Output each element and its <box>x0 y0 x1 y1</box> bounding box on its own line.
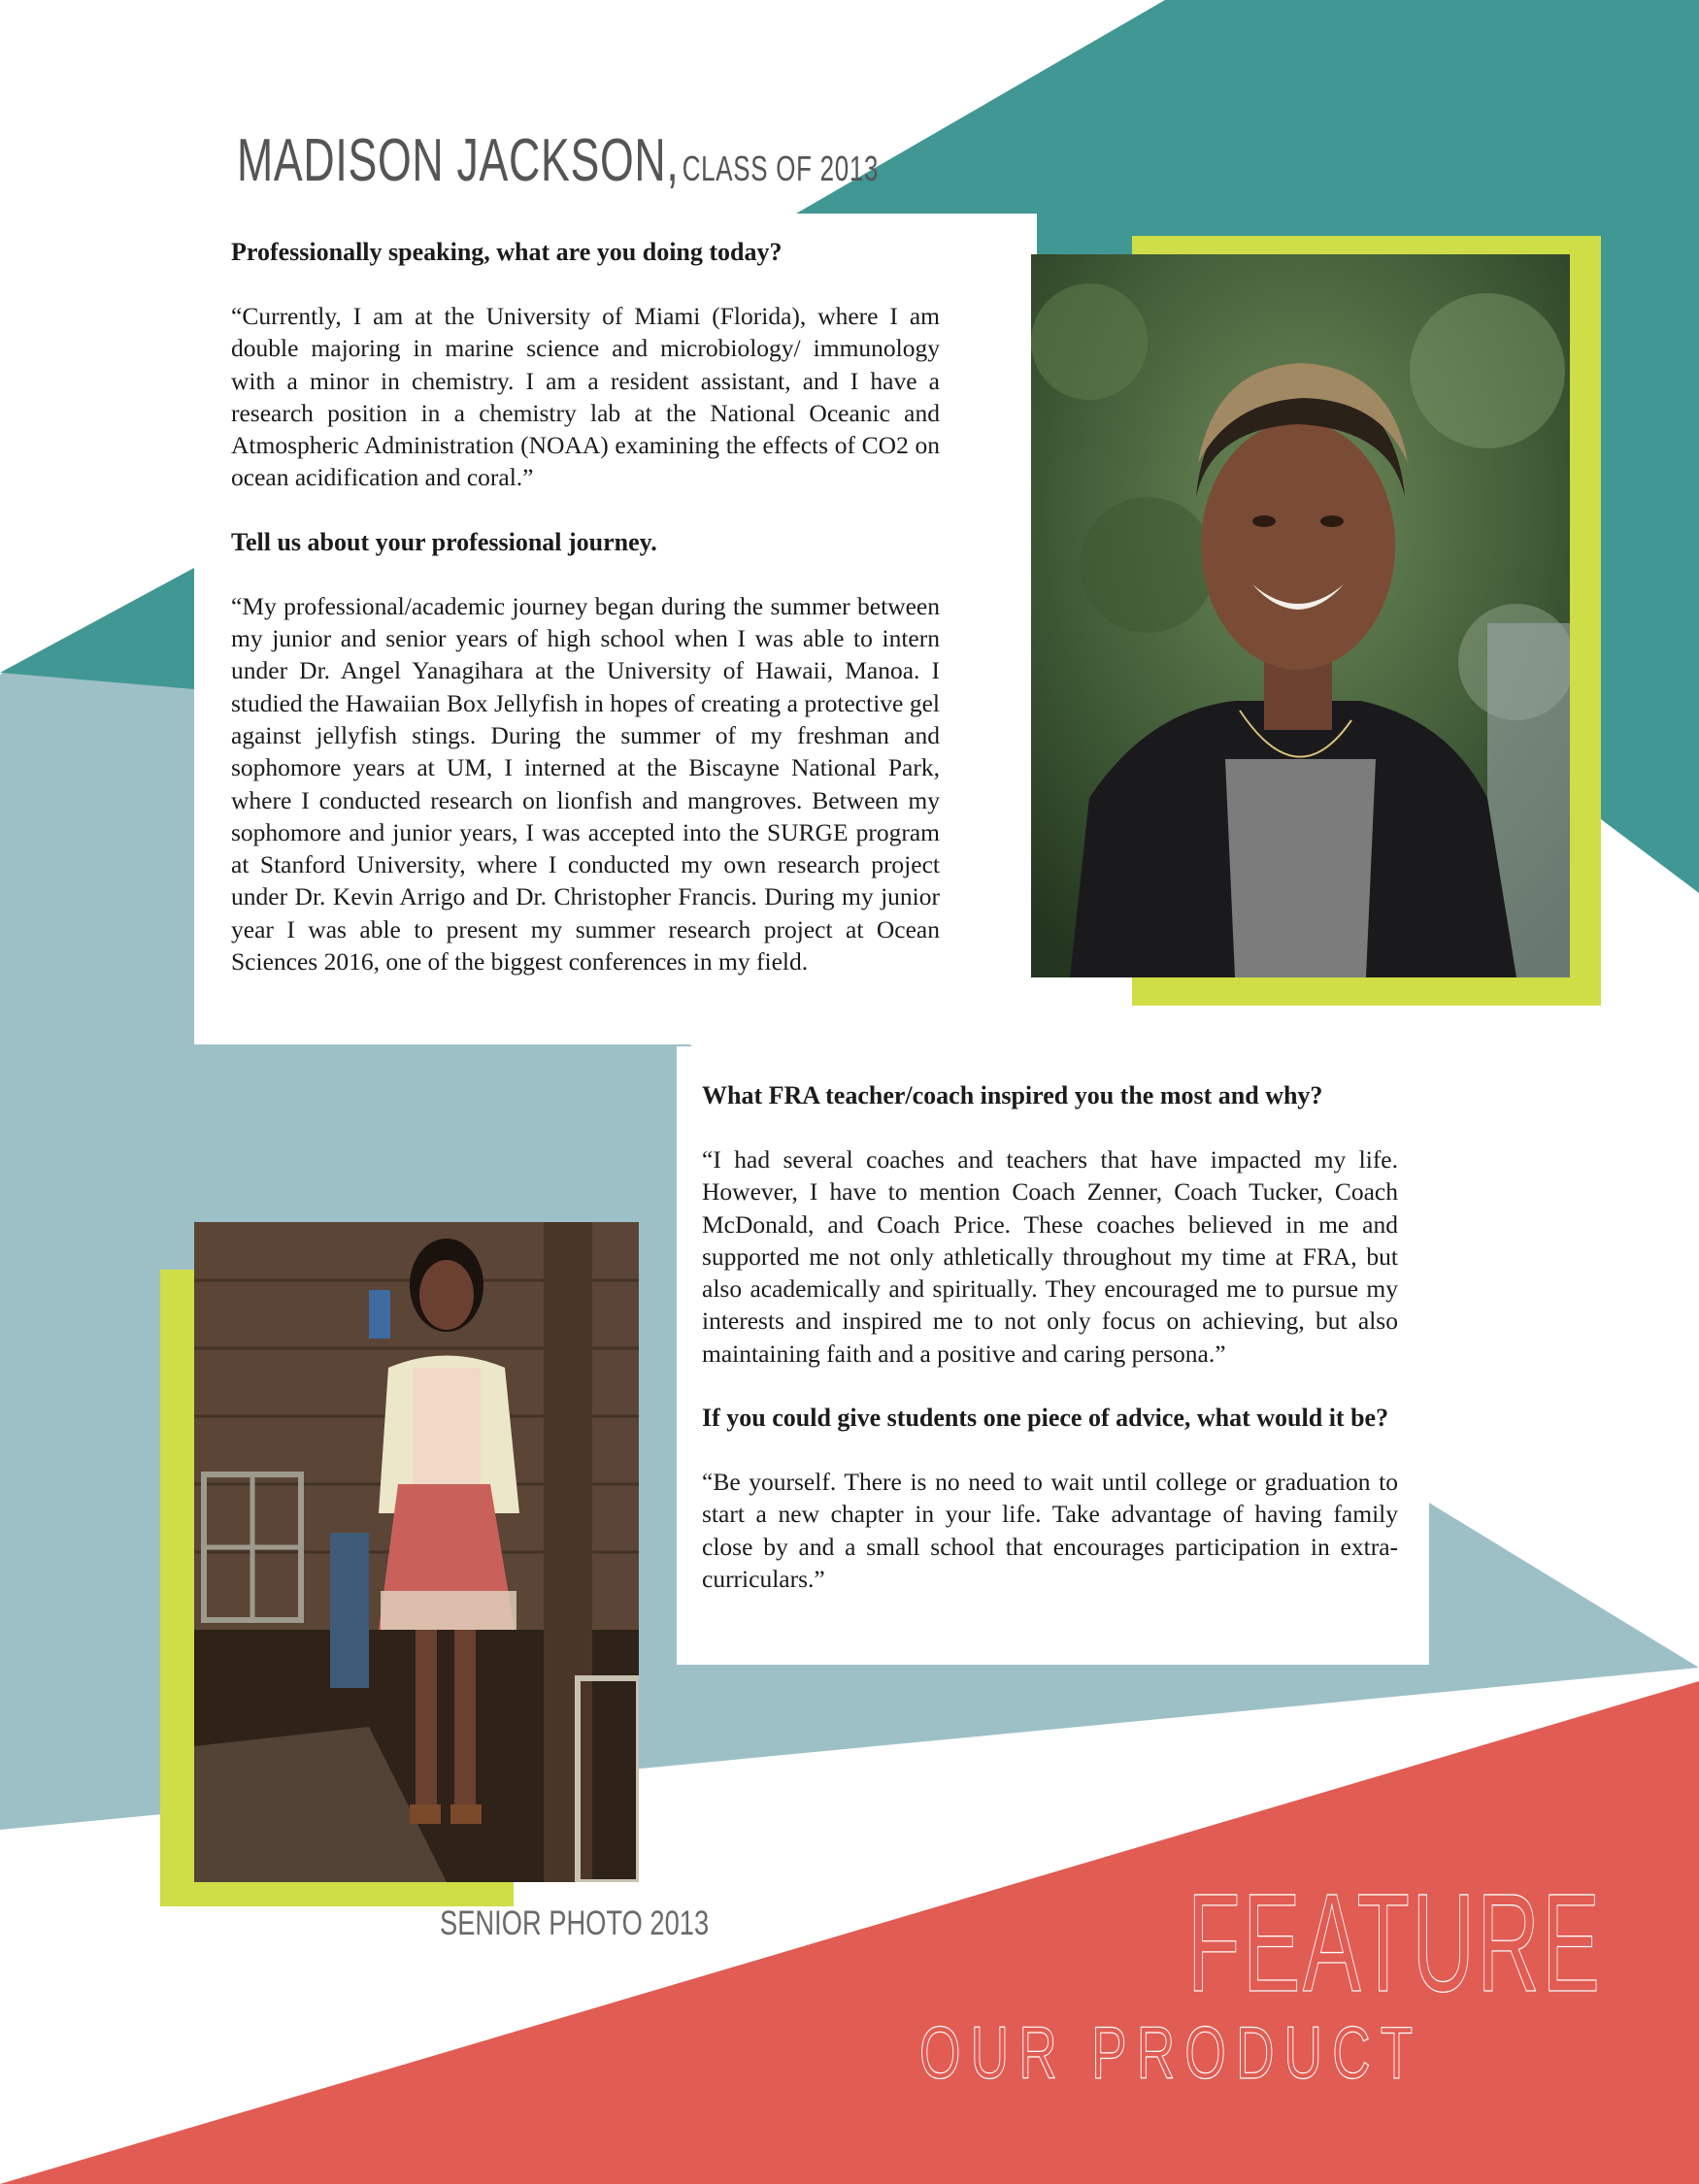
question-2: Tell us about your professional journey. <box>231 527 657 556</box>
product-subtitle: OUR PRODUCT <box>919 2012 1423 2095</box>
answer-3: “I had several coaches and teachers that have impacted my life. However, I have to mention Coach Zenner, Coach Tucker, Coach McDonald, and Coach Price. These coaches believed in me and supported me not only athletically throughout my time at FRA, but also academically and spiritually. They encouraged me to pursue my interests and inspired me to not only focus on achieving, but also maintaining faith and a positive and caring persona.” <box>702 1145 1398 1368</box>
qa-column-left <box>231 236 940 977</box>
text-panel-top-right-extension <box>979 214 1037 796</box>
page-title <box>237 126 879 195</box>
answer-1: “Currently, I am at the University of Miami (Florida), where I am double majoring in marine science and microbiology/ immunology with a minor in chemistry. I am a resident assistant, and I have a research position in a chemistry lab at the National Oceanic and Atmospheric Administration (NOAA) examining the effects of CO2 on ocean acidification and coral.” <box>231 302 940 492</box>
question-3: What FRA teacher/coach inspired you the most and why? <box>702 1081 1323 1109</box>
portrait-photo <box>1031 254 1570 977</box>
alumni-name: MADISON JACKSON, <box>237 127 680 194</box>
teal-triangle-left <box>0 568 194 689</box>
qa-column-right <box>702 1079 1398 1595</box>
senior-photo-caption: SENIOR PHOTO 2013 <box>440 1904 710 1942</box>
class-of: CLASS OF 2013 <box>682 149 880 188</box>
answer-2: “My professional/academic journey began during the summer between my junior and senior years of high school when I was able to intern under Dr. Angel Yanagihara at the University of Hawaii, Manoa. I studied the Hawaiian Box Jellyfish in hopes of creating a protective gel against jellyfish stings. During the summer of my freshman and sophomore years at UM, I interned at the Biscayne National Park, where I conducted research on lionfish and mangroves. Between my sophomore and junior years, I was accepted into the SURGE program at Stanford University, where I conducted my own research project under Dr. Kevin Arrigo and Dr. Christopher Francis. During my junior year I was able to present my summer research project at Ocean Sciences 2016, one of the biggest conferences in my field. <box>231 591 940 976</box>
question-1: Professionally speaking, what are you doing today? <box>231 238 783 266</box>
senior-photo-image <box>194 1222 639 1882</box>
question-4: If you could give students one piece of advice, what would it be? <box>702 1404 1389 1433</box>
answer-4: “Be yourself. There is no need to wait until college or graduation to start a new chapter in your life. Take advantage of having family close by and a small school that encourages participation in extra-curriculars.” <box>702 1468 1398 1593</box>
senior-photo <box>194 1222 639 1882</box>
feature-title: FEATURE <box>1186 1865 1602 2021</box>
portrait-image <box>1031 254 1570 977</box>
